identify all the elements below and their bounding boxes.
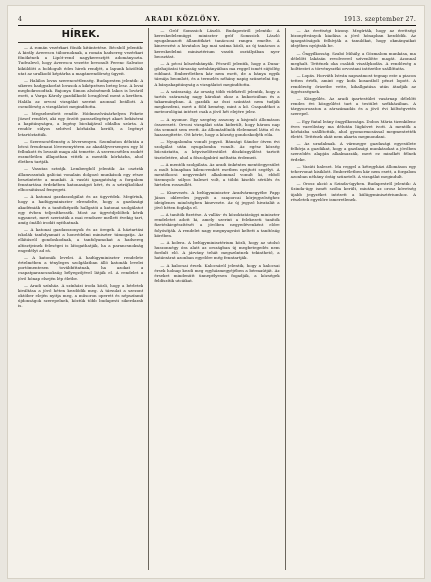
news-item [18, 194, 143, 225]
news-item [291, 141, 416, 162]
news-item-text: — A román vezérkari főnök kitüntetése. Bécsből jelentik: A király Averescu tábornoknak, a román hadsereg vezérkari főnökének a Lipót-rend nagykeresztjét adományozta. Tudvalevő, hogy Averescu vezette bevonult Ferenc Salvator kiküldött a boldogult édes hirek rendjét, a lapunk közöltük utat az uralkodó képtárba a magánrendőrség ügyeit. [18, 45, 144, 76]
news-item-text: — Vasúti baleset. Ma reggel a kétegyházi állomáson egy tehervonat kisiklott. Emberéletben kár nem esett, a forgalom azonban néhány óráig szünetelt. A vizsgálat megindult. [290, 163, 416, 180]
masthead [18, 14, 416, 24]
news-item [154, 89, 279, 115]
news-item [154, 190, 279, 211]
news-item [18, 111, 143, 137]
column-2 [148, 28, 279, 570]
news-item-text: — Gróf Somssich László. Budapestről jelentik: A kereskedelemügyi miniszter gróf Somssich László nyugalmazott államtitkárt tanácsosi rangra emelte. A kinevezést a hivatalos lap mai száma közli, az új tanácsos a kereskedelmi minisztérium vasúti osztályában nyer beosztást. [154, 28, 280, 59]
section-title: HÍREK. [61, 29, 100, 40]
news-item [291, 181, 416, 202]
column-1 [18, 28, 143, 570]
news-item [291, 119, 416, 140]
masthead-rule [18, 25, 416, 26]
news-item-text: — Öngyilkosság. Szabó Mihály, a Gözmalom munkása, ma délelőtt lakásán revolverrel szívenlőtte magát. Azonnal meghalt. Tettének oka családi viszálykodás. A rendőrség a holttestet a törvényszéki orvostani intézetbe szállíttatta. [290, 50, 416, 72]
news-item-text: — Orosz akció a Szinda-ügyben. Budapestről jelentik: A Szinda-ügy ismét szóba került, miután az orosz követség újabb jegyzéket intézett a külügyminisztériumhoz. A részletek egyelőre ismeretlenek. [290, 181, 416, 202]
news-item-text: — A pécsi kőszénbányák. Pécsről jelentik, hogy a Duna-gőzhajózási társaság szénbányáiban ma reggel ismét sújtólég robbant. Emberéletben kár nem esett, de a bánya egyik tárnája beomlott, és a termelés néhány napig szünetelni fog. A bányakapitányság a vizsgálatot megindította. [154, 60, 280, 87]
news-item-text: — Az uradalmak. A vármegye gazdasági egyesülete felhívja a gazdákat, hogy a gazdasági munkásokat a jövőben szerződés alapján alkalmazzák, mert ez mindkét félnek érdeke. [290, 141, 416, 162]
news-item-text: — A kalocsai érsek. Kalocsáról jelentik, hogy a kalocsai érsek holnap kezdi meg egyházmegyéjében a bérmaútját. Az érseket mindenütt ünnepélyesen fogadják, a községek feldíszítik utcáikat. [154, 262, 280, 284]
newspaper-page [8, 6, 424, 578]
news-item-text: — Lopás. Horváth István napszámost tegnap este a piacon tetten érték, amint egy kofa kosarából pénzt lopott. A rendőrség őrizetbe vette, kihallgatása után átadják az ügyészségnek. [290, 73, 416, 94]
news-item [154, 117, 279, 138]
news-item [18, 166, 143, 192]
news-item [18, 283, 143, 309]
news-item-text: — A kolera. A belügyminisztérium közli, hogy az utolsó huszonnégy óra alatt az országban új megbetegedés nem fordult elő. A járvány tehát megszűntnek tekinthető, a határzárat azonban egyelőre még fenntartják. [154, 239, 280, 261]
news-item-text: — Aradi színház. A színházi iroda közli, hogy a bérletek kiváltása a jövő héten kezdődik meg. A társulat a szezont október elején nyitja meg, a műsoron operett és népszínmű újdonságok szerepelnek, köztük több budapesti sikerdarab is. [18, 282, 144, 309]
page-number: 4 [18, 15, 23, 23]
news-item [154, 162, 279, 188]
news-item [154, 263, 279, 284]
news-item [18, 255, 143, 281]
news-item [291, 164, 416, 179]
news-item-text: — Az érettségi bizony. Megírták, hogy az érettségi bizonyítványok kiadása a jövő hónapban kezdődik. Az igazgatóságok felhívják a tanulókat, hogy okmányaikat idejében nyújtsák be. [290, 28, 416, 49]
news-item [18, 45, 143, 76]
news-item-text: — A katonai gazdasszonyok és az öregek. A háztartási iskolák tanfolyamait a honvédelmi miniszter támogatja. Az ellátásról gondoskodnak, a tanfolyamokat a hadsereg altisztjeinek feleségei is látogathatják, ha a parancsnokság engedélyt ad rá. [18, 227, 144, 253]
news-item [18, 227, 143, 253]
newspaper-title: ARADI KÖZLÖNY. [145, 15, 221, 23]
news-item [154, 28, 279, 59]
news-item-text: — A nyomor. Egy szegény asszony a kisjenői állomáson összeesett. Orvosi vizsgálat után kiderült, hogy három nap óta semmit sem evett. Az állomásfőnök élelemmel látta el és hazasegítette. Ott kérte, hogy a község gondoskodjék róla. [154, 116, 280, 137]
issue-date: 1913. szeptember 27. [343, 15, 416, 23]
news-item [154, 139, 279, 160]
news-item-text: — Egy fiatal leány öngyilkossága. Dobos Mária tizenkilenc éves varróleány ma délután lúgkövet ivott. A mentők a kórházba szállították, ahol gyomormosással megmentették életét. Tettének okát nem akarta megmondani. [290, 118, 416, 139]
news-item-text: — A katonák levelei. A hadügyminiszter rendelete értelmében a tényleges szolgálatban álló katonák levelei portómentesen továbbíttatnak, ha azokat a csapatparancsnokság bélyegzőjével látják el. A rendelet a jövő hónap elsején lép életbe. [18, 254, 144, 281]
news-item-text: — Szerencsétlenség a lóversenyen. Szombaton délután a bécsi freudenaui lóversenytéren az akadályversenyen egy ló felbukott és lovasát maga alá temette. A szerencsétlen zsokét eszméletlen állapotban vitték a mentők kórházba, ahol életben tartják. [18, 138, 144, 165]
news-item-text: — Halálos lovas szerencsétlenség. Budapesten jelentik: A sikeres hadgyakorlat lovasok a kiképzésen beteg lesz. A lovai megbokrosodtak. Bajonya Simon alsónémedi lakos is lováról esett, a Varga Károly gazdálkodó lovaglóval ment a kertben. Halála az orvosi vizsgálat szerint azonnal beállott. A csendőrség a vizsgálatot megindította. [18, 77, 144, 109]
news-item-text: — A katonai gazdaszolgálat és az ügyvédek. Megírtuk, hogy a hadügyminiszter elrendelte, hogy a gazdasági akadémiák és a tanítóképzők hallgatói a katonai szolgálatot egy évben teljesíthessék. Most az ügyvédjelöltek kérik ugyanezt, mert szerintük a mai rendszer mellett évekig tart, amíg önálló irodát nyithatnak. [18, 194, 144, 225]
news-item [291, 96, 416, 117]
news-item-text: — A tanítók fizetése. A vallás- és közoktatásügyi miniszter rendeletet adott ki, amely szerint a felekezeti tanítók fizetéskiegészítését a jövőben negyedévenként előre folyósítják. A rendelet nagy megnyugvást keltett a tanítóság körében. [154, 212, 280, 238]
news-item-text: — Vasutas sztrájk. Lembergből jelentik: Az osztrák államvasutak galíciai vonalain dolgozó munkások egy része beszüntette a munkát. A vasúti igazgatóság a forgalom fenntartása érdekében katonaságot kért, és a sztrájkolókat elbocsátással fenyegeti. [18, 166, 144, 193]
news-item-text: — A mentők szolgálata. Az aradi önkéntes mentőegyesület a mult hónapban kilencvenhét esetben nyújtott segélyt. A mentőkocsi negyvenkét alkalommal vonult ki, ebből tizennyolc súlyos baleset volt, a többi kisebb sérülés és hirtelen rosszullét. [154, 161, 280, 188]
news-item-text: — Nyugalomba vonult jegyző. Bánsági Sándor ötven évi szolgálat után nyugalomba vonult. Az egész község búcsúztatta, a képviselőtestület díszközgyűlést tartott tiszteletére, ahol a főszolgabíró méltatta érdemeit. [154, 139, 280, 160]
news-item [291, 51, 416, 72]
news-item [154, 240, 279, 261]
news-item [154, 61, 279, 87]
news-item [18, 78, 143, 109]
news-item-text: — Közgyűlés. Az aradi ipartestület vasárnap délelőtt rendes évi közgyűlést tart a testület székházában. A tárgysorozaton a zárszámadás és a jövő évi költségvetés szerepel. [290, 95, 416, 117]
news-item [18, 139, 143, 165]
section-rule [18, 42, 143, 43]
news-item [154, 212, 279, 238]
news-item [291, 28, 416, 49]
news-item-text: — Kinevezés. A belügyminiszter Aradvármegyébe Papp János okleveles jegyzőt a szaporcai körjegyzőséghez ideiglenes minőségben kinevezte. Az új jegyző hivatalát a jövő héten foglalja el. [154, 189, 280, 210]
news-item-text: — A szárazság. Az ország több vidékéről jelentik, hogy a tartós szárazság nagy károkat okoz a kukoricában és a takarmányban. A gazdák az őszi szántást nem tudják megkezdeni, mert a föld kemény, mint a kő. Csapadékot a meteorológiai intézet csak a jövő hét elejére jelez. [154, 88, 280, 115]
news-item [291, 73, 416, 94]
news-item-text: — Megsebesített rendőr. Hódmezővásárhelyen Fekete József rendőrt, aki egy őrzött parasztlegényt akart bekísérni a kapitányságra, a legény bicskájával oldalba szúrta. A rendőr súlyos sebével kórházba került, a legényt letartóztatták. [18, 110, 144, 137]
column-3 [285, 28, 416, 570]
columns [18, 28, 416, 570]
